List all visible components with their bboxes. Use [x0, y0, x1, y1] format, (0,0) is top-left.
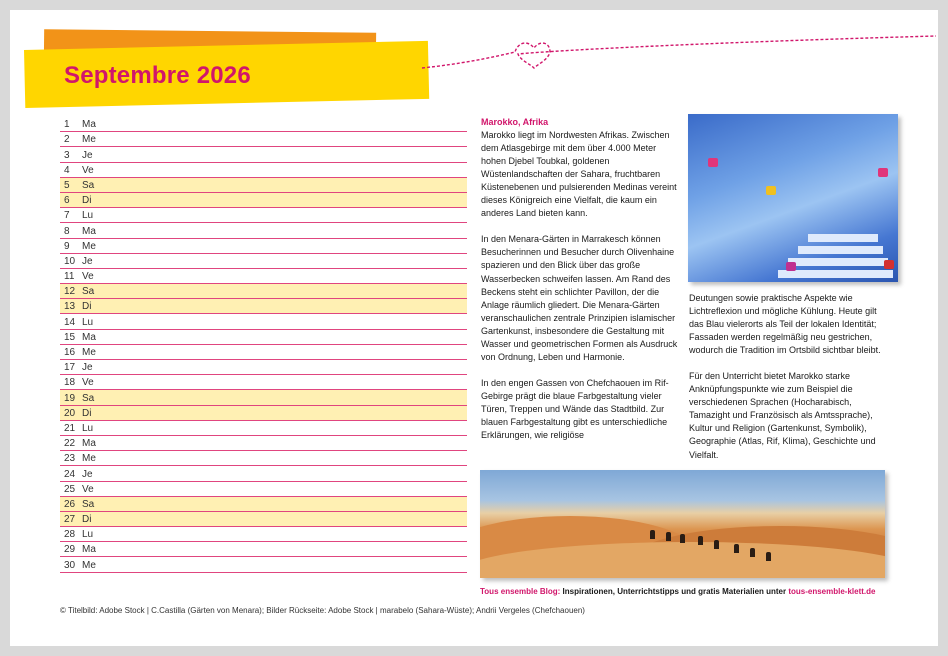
day-number: 1 — [64, 119, 70, 131]
day-name: Ma — [82, 331, 96, 343]
calendar-page — [10, 10, 938, 646]
calendar-day-row — [60, 208, 467, 223]
day-name: Me — [82, 453, 96, 465]
day-number: 24 — [64, 468, 76, 480]
day-number: 19 — [64, 392, 76, 404]
calendar-day-row — [60, 542, 467, 557]
article-paragraph-3: In den engen Gassen von Chefchaouen im Rif-Gebirge prägt die blaue Farbgestaltung vieler Türen, Treppen und Wände das Stadtbild. Zur blauen Farbgestaltung gibt es unterschiedliche Erklärungen, wie religiöse — [481, 377, 669, 441]
calendar-day-row — [60, 193, 467, 208]
day-name: Je — [82, 255, 93, 267]
heart-line-icon — [420, 28, 940, 78]
day-number: 8 — [64, 225, 70, 237]
day-name: Ve — [82, 271, 94, 283]
calendar-day-row — [60, 239, 467, 254]
day-number: 29 — [64, 544, 76, 556]
calendar-day-row — [60, 117, 467, 132]
day-number: 23 — [64, 453, 76, 465]
day-number: 4 — [64, 164, 70, 176]
calendar-day-row — [60, 178, 467, 193]
article-column-left — [481, 116, 681, 455]
article-paragraph-2: In den Menara-Gärten in Marrakesch können Besucherinnen und Besucher durch Olivenhaine spazieren und den Blick über das große Wasserbecken schweifen lassen. Am Rand des Beckens steht ein schlichter Pavillon, der die Anlage räumlich gliedert. Die Menara-Gärten veranschaulichen zentrale Prinzipien islamischer Gartenkunst, insbesondere die Gestaltung mit Wasser und geometrischen Formen als Ausdruck von Ordnung, Leben und Harmonie. — [481, 234, 678, 362]
day-number: 21 — [64, 422, 76, 434]
blog-link[interactable]: tous-ensemble-klett.de — [788, 587, 876, 596]
day-number: 26 — [64, 498, 76, 510]
day-number: 6 — [64, 195, 70, 207]
calendar-day-row — [60, 451, 467, 466]
blog-text: Inspirationen, Unterrichtstipps und gratis Materialien unter — [560, 587, 789, 596]
calendar-day-row — [60, 254, 467, 269]
day-number: 15 — [64, 331, 76, 343]
day-number: 2 — [64, 134, 70, 146]
page-title: Septembre 2026 — [64, 62, 251, 89]
day-name: Je — [82, 362, 93, 374]
day-name: Di — [82, 195, 92, 207]
day-number: 22 — [64, 438, 76, 450]
day-number: 30 — [64, 559, 76, 571]
calendar-day-row — [60, 223, 467, 238]
day-name: Ma — [82, 544, 96, 556]
calendar-day-row — [60, 527, 467, 542]
calendar-day-row — [60, 330, 467, 345]
day-number: 5 — [64, 179, 70, 191]
calendar-day-row — [60, 497, 467, 512]
calendar-day-row — [60, 299, 467, 314]
blog-label: Tous ensemble Blog: — [480, 587, 561, 596]
calendar-day-row — [60, 147, 467, 162]
day-name: Ve — [82, 483, 94, 495]
day-name: Ma — [82, 225, 96, 237]
day-number: 7 — [64, 210, 70, 222]
day-name: Sa — [82, 179, 95, 191]
photo-credits: © Titelbild: Adobe Stock | C.Castilla (Gärten von Menara); Bilder Rückseite: Adobe Stock | marabelo (Sahara-Wüste); Andrii Vergeles (Chefchaouen) — [60, 606, 585, 615]
day-name: Di — [82, 514, 92, 526]
day-name: Ve — [82, 377, 94, 389]
article-column-right — [689, 292, 889, 475]
article-paragraph-1: Marokko liegt im Nordwesten Afrikas. Zwischen dem Atlasgebirge mit dem über 4.000 Meter hohen Djebel Toubkal, goldenen Wüstenlandschaften der Sahara, fruchtbaren Küstenebenen und pulsierenden Medinas vereint dieses Königreich eine Vielfalt, die kaum ein anderes Land bieten kann. — [481, 130, 677, 219]
day-number: 28 — [64, 529, 76, 541]
calendar-day-row — [60, 512, 467, 527]
day-number: 9 — [64, 240, 70, 252]
calendar-day-row — [60, 375, 467, 390]
day-name: Ma — [82, 438, 96, 450]
day-name: Me — [82, 347, 96, 358]
day-number: 13 — [64, 301, 76, 313]
article-paragraph-5: Für den Unterricht bietet Marokko starke Anknüpfungspunkte wie zum Beispiel die verschiedenen Sprachen (Hocharabisch, Tamazight und Französisch als Amtssprache), Kultur und Religion (Gartenkunst, Symbolik), Geographie (Atlas, Rif, Klima), Geschichte und Vielfalt. — [689, 371, 876, 460]
calendar-day-row — [60, 163, 467, 178]
day-number: 16 — [64, 347, 76, 358]
calendar-days — [60, 117, 467, 573]
day-name: Sa — [82, 392, 95, 404]
calendar-day-row — [60, 269, 467, 284]
day-name: Di — [82, 301, 92, 313]
day-name: Me — [82, 134, 96, 146]
day-number: 10 — [64, 255, 76, 267]
calendar-day-row — [60, 360, 467, 375]
day-name: Lu — [82, 529, 94, 541]
calendar-day-row — [60, 557, 467, 572]
day-name: Ma — [82, 119, 96, 131]
article-heading: Marokko, Afrika — [481, 117, 549, 127]
blog-caption — [480, 587, 900, 596]
day-name: Me — [82, 240, 96, 252]
day-number: 12 — [64, 286, 76, 298]
day-name: Di — [82, 407, 92, 419]
calendar-day-row — [60, 406, 467, 421]
day-number: 11 — [64, 271, 75, 283]
day-name: Je — [82, 149, 93, 161]
calendar-day-row — [60, 466, 467, 481]
day-name: Lu — [82, 316, 94, 328]
sahara-photo — [480, 470, 885, 578]
calendar-day-row — [60, 284, 467, 299]
calendar-day-row — [60, 132, 467, 147]
day-name: Sa — [82, 286, 95, 298]
day-number: 14 — [64, 316, 76, 328]
calendar-day-row — [60, 314, 467, 329]
day-name: Ve — [82, 164, 94, 176]
day-number: 18 — [64, 377, 76, 389]
day-number: 3 — [64, 149, 70, 161]
day-number: 27 — [64, 514, 76, 526]
calendar-day-row — [60, 421, 467, 436]
day-number: 17 — [64, 362, 76, 374]
article-paragraph-4: Deutungen sowie praktische Aspekte wie Lichtreflexion und mögliche Kühlung. Heute gilt das Blau vielerorts als Teil der lokalen Identität; Fassaden werden regelmäßig neu gestrichen, wodurch die Tradition im Ortsbild sichtbar bleibt. — [689, 293, 881, 356]
calendar-day-row — [60, 390, 467, 405]
day-name: Me — [82, 559, 96, 571]
day-number: 25 — [64, 483, 76, 495]
calendar-day-row — [60, 345, 467, 360]
day-name: Lu — [82, 422, 94, 434]
day-name: Sa — [82, 498, 95, 510]
calendar-day-row — [60, 482, 467, 497]
chefchaouen-photo — [688, 114, 898, 282]
day-number: 20 — [64, 407, 76, 419]
day-name: Lu — [82, 210, 94, 222]
calendar-day-row — [60, 436, 467, 451]
day-name: Je — [82, 468, 93, 480]
